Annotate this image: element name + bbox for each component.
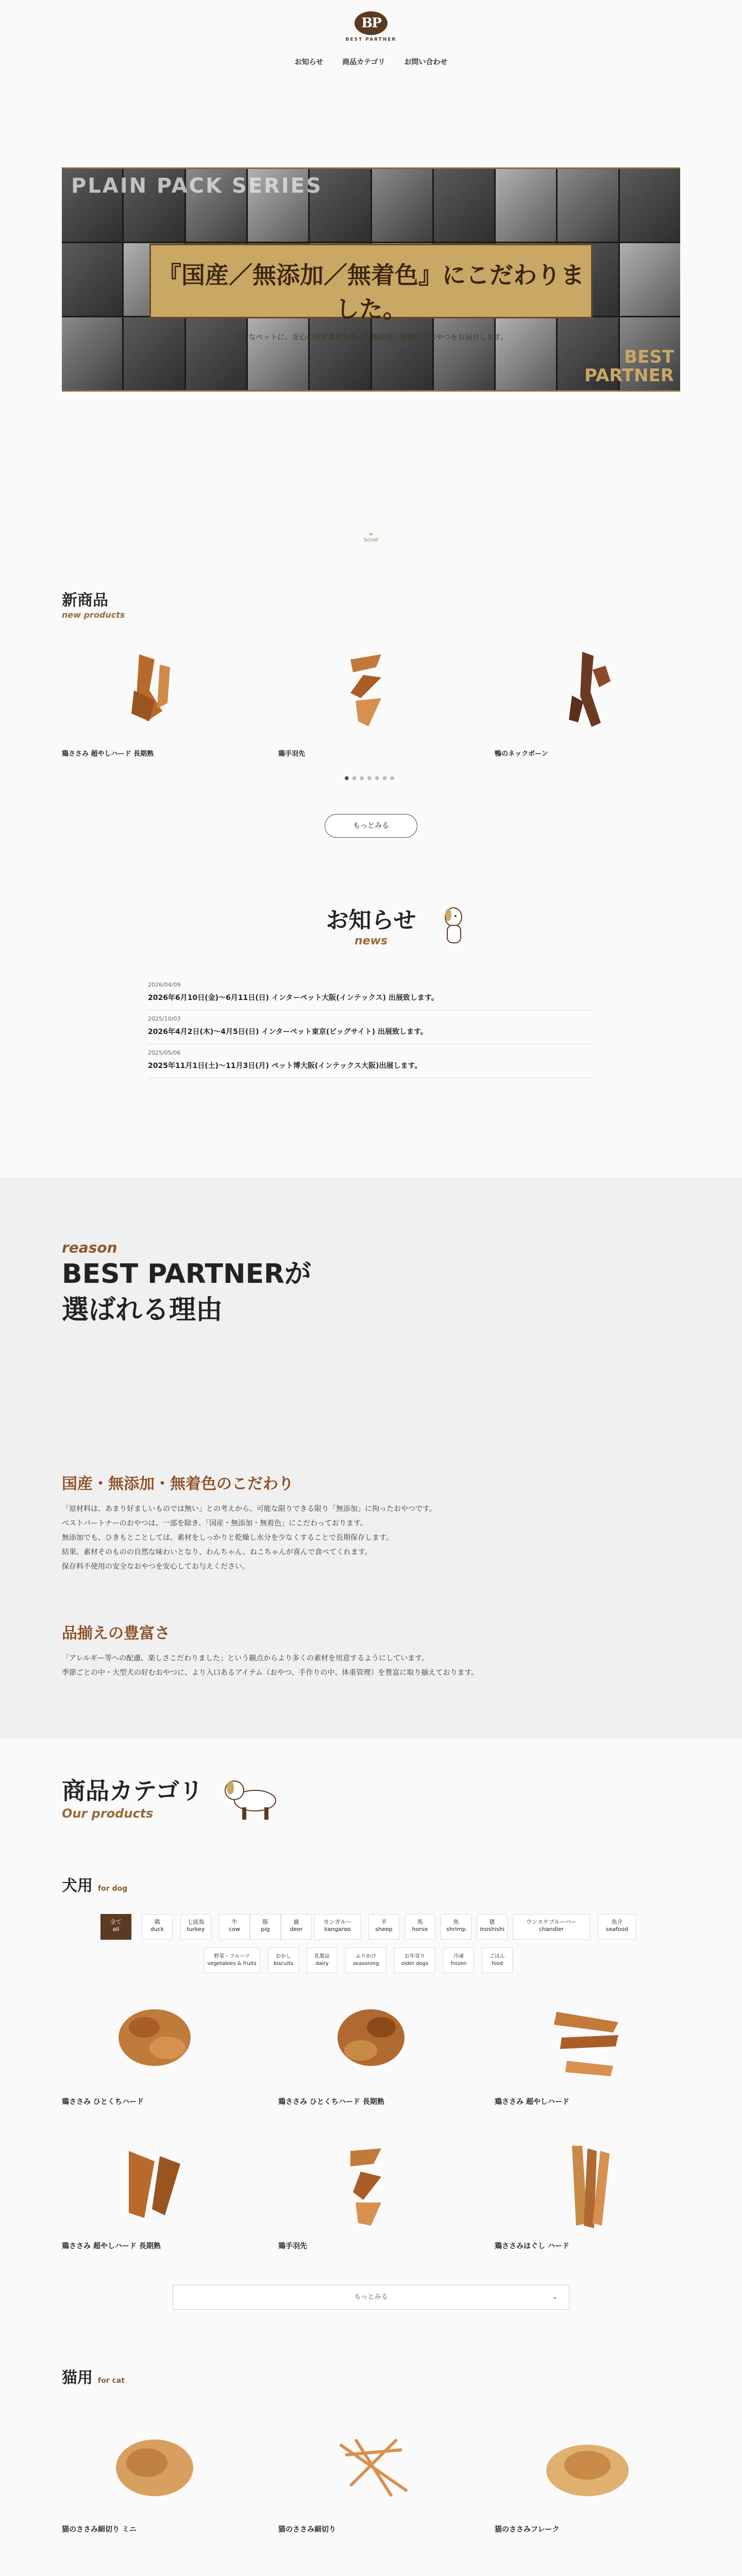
product-image <box>278 1991 464 2089</box>
cat-category-tag: for cat <box>98 2377 125 2385</box>
product-card[interactable] <box>62 639 247 758</box>
product-name: 鶏手羽先 <box>278 2242 307 2250</box>
reason-title-line2: 選ばれる理由 <box>62 1295 223 1326</box>
news-item[interactable] <box>148 976 591 1010</box>
tab-filter[interactable]: ウンスケプルーバー chandler <box>513 1914 590 1940</box>
news-title: お知らせ <box>326 907 416 934</box>
news-list <box>148 976 591 1078</box>
product-name: 猫のささみフレーク <box>495 2526 560 2534</box>
reason-section <box>0 1177 742 1739</box>
product-image <box>495 1991 680 2089</box>
product-image <box>62 2419 247 2517</box>
product-card[interactable] <box>278 2419 464 2534</box>
product-name: 鴨のネックボーン <box>495 750 548 758</box>
dog-category-tag: for dog <box>98 1885 128 1893</box>
tab-filter[interactable]: 鹿 deer <box>281 1914 312 1940</box>
hero-banner-band <box>149 244 593 342</box>
categories-subtitle: Our products <box>62 1806 154 1821</box>
scroll-indicator[interactable] <box>356 528 386 543</box>
reason-block-variety <box>62 1620 680 1680</box>
product-card[interactable] <box>495 2419 680 2534</box>
dog-more-button[interactable]: もっとみる ⌄ <box>173 2285 569 2310</box>
tab-filter[interactable]: おかし biscuits <box>268 1947 299 1973</box>
hero-subtitle: 大切なペットに、安心の国産素材を使った無添加・無着色のおやつをお届けします。 <box>234 333 508 342</box>
new-products-subtitle: new products <box>62 610 125 620</box>
news-item[interactable] <box>148 1010 591 1044</box>
cat-category-heading <box>62 2365 125 2387</box>
news-text: 2026年6月10日(金)〜6月11日(日) インターペット大阪(インテックス) 出展致します。 <box>148 994 439 1002</box>
tab-filter[interactable]: 魚介 seafood <box>598 1914 636 1940</box>
tab-filter[interactable]: 鶏 duck <box>142 1914 173 1940</box>
tab-filter[interactable]: 七面鳥 turkey <box>180 1914 211 1940</box>
hero-title: 『国産／無添加／無着色』にこだわりました。 <box>158 261 584 323</box>
product-name: 鶏手羽先 <box>278 750 306 758</box>
product-card[interactable] <box>278 2563 464 2576</box>
reason-block-body: 「アレルギー等への配慮、楽しさこだわりました」という観点からより多くの素材を用意するようにしています。 季節ごとの中・大型犬の好むおやつに、より入口あるアイテム（おやつ、手作りの中、体重管理）を豊富に取り揃えております。 <box>62 1654 479 1677</box>
product-name: 鶏ささみ ひとくちハード <box>62 2098 144 2106</box>
product-image <box>62 2563 247 2576</box>
product-name: 鶏ささみほぐし ハード <box>495 2242 569 2250</box>
new-products-section <box>62 587 680 830</box>
tab-filter[interactable]: 牛 cow <box>219 1914 250 1940</box>
product-name: 鶏ささみ 超やしハード 長期熟 <box>62 750 154 758</box>
product-name: 鶏ささみ 超やしハード 長期熟 <box>62 2242 161 2250</box>
tab-filter[interactable]: 馬 horse <box>404 1914 435 1940</box>
product-image <box>278 639 464 742</box>
logo-mark: BP <box>355 11 387 35</box>
site-header <box>0 0 742 77</box>
reason-block-title: 品揃えの豊富さ <box>62 1624 170 1642</box>
chevron-down-icon: ⌄ <box>552 2293 558 2301</box>
news-date: 2025/10/03 <box>148 1015 181 1022</box>
scroll-label: Scroll <box>364 537 378 543</box>
product-card[interactable] <box>62 1991 247 2107</box>
chevron-down-icon: ⌄ <box>367 527 375 538</box>
product-image <box>495 2419 680 2517</box>
tab-filter[interactable]: 羊 sheep <box>368 1914 399 1940</box>
logo-text: BEST PARTNER <box>345 37 397 42</box>
tab-filter[interactable]: ごはん food <box>482 1947 513 1973</box>
tab-filter[interactable]: お年寄り older dogs <box>394 1947 435 1973</box>
news-subtitle: news <box>354 935 387 947</box>
reason-block-title: 国産・無添加・無着色のこだわり <box>62 1475 294 1493</box>
hero-brand-name <box>584 348 674 385</box>
tab-filter[interactable]: 野菜・フルーツ vegetables & fruits <box>204 1947 260 1973</box>
product-name: 猫のささみ細切り ミニ <box>62 2526 137 2534</box>
tab-filter[interactable]: カンガルー kangaroo <box>314 1914 361 1940</box>
news-text: 2025年11月1日(土)〜11月3日(月) ペット博大阪(インテックス大阪)出展します。 <box>148 1062 422 1070</box>
product-card[interactable] <box>495 1991 680 2107</box>
product-image <box>278 2563 464 2576</box>
product-name: 猫のささみ細切り <box>278 2526 336 2534</box>
hero-brand-line2: PARTNER <box>584 365 674 386</box>
hero-brand-line1: BEST <box>624 347 674 367</box>
product-image <box>62 2136 247 2233</box>
reason-block-quality <box>62 1471 680 1574</box>
reason-en-label: reason <box>62 1239 117 1256</box>
tab-filter[interactable]: 乳製品 dairy <box>307 1947 338 1973</box>
categories-heading <box>62 1772 203 1821</box>
product-card[interactable] <box>495 639 680 758</box>
tab-filter[interactable]: ふりかけ seasoning <box>345 1947 386 1973</box>
product-image <box>278 2136 464 2233</box>
news-section <box>0 902 742 1144</box>
new-products-carousel <box>62 639 680 768</box>
dog-illustration-icon <box>438 902 471 948</box>
tab-filter[interactable]: 冷凍 frozen <box>443 1947 474 1973</box>
dog-category-title: 犬用 <box>62 1877 93 1895</box>
brand-logo[interactable] <box>345 11 397 42</box>
product-card[interactable] <box>278 2136 464 2251</box>
news-heading <box>0 902 742 947</box>
tab-filter[interactable]: 魚 shrimp <box>441 1914 471 1940</box>
tab-filter[interactable]: 豚 pig <box>250 1914 281 1940</box>
reason-block-body: 「原材料は、あまり好ましいものでは無い」との考えから、可能な限りできる限り「無添加」に拘ったおやつです。 ベストパートナーのおやつは、一部を除き、「国産・無添加・無着色」にこだわっております。 無添加でも、ひきもとことしては、素材をしっかりと乾燥し水分を少なくすることで長期保存します。 結果、素材そのものの自然な味わいとなり、わんちゃん、ねこちゃんが喜んで食べてくれます。 保存料不使用の安全なおやつを安心してお与えください。 <box>62 1505 436 1571</box>
global-nav <box>0 57 742 67</box>
product-card[interactable] <box>278 639 464 758</box>
dog-illustration-icon <box>219 1772 286 1824</box>
news-item[interactable] <box>148 1044 591 1078</box>
carousel-dots[interactable]: ●●●●●●● <box>344 775 398 781</box>
product-image <box>62 639 247 742</box>
cat-category-title: 猫用 <box>62 2369 93 2387</box>
categories-title: 商品カテゴリ <box>62 1777 204 1805</box>
product-card[interactable] <box>495 2563 680 2576</box>
news-date: 2026/04/09 <box>148 981 181 988</box>
nav-categories[interactable]: 商品カテゴリ <box>342 58 385 66</box>
hero-series-tag: PLAIN PACK SERIES <box>71 174 323 198</box>
product-image <box>62 1991 247 2089</box>
tab-filter[interactable]: 猪 inoshishi <box>477 1914 508 1940</box>
hero-banner <box>62 167 680 392</box>
product-card[interactable] <box>495 2136 680 2251</box>
product-card[interactable] <box>278 1991 464 2107</box>
product-image <box>495 2563 680 2576</box>
product-card[interactable] <box>62 2563 247 2576</box>
product-card[interactable] <box>62 2136 247 2251</box>
reason-heading <box>62 1239 311 1328</box>
reason-title-line1: BEST PARTNERが <box>62 1259 312 1290</box>
nav-contact[interactable]: お問い合わせ <box>404 58 448 66</box>
new-products-title: 新商品 <box>62 591 108 609</box>
product-image <box>495 639 680 742</box>
product-image <box>278 2419 464 2517</box>
news-date: 2025/05/06 <box>148 1049 181 1056</box>
categories-section <box>0 1739 742 2576</box>
tab-all[interactable]: 全て all <box>100 1914 131 1940</box>
product-name: 鶏ささみ 超やしハード <box>495 2098 569 2106</box>
dog-category-heading <box>62 1873 127 1895</box>
new-products-more-button[interactable]: もっとみる <box>325 814 417 838</box>
product-card[interactable] <box>62 2419 247 2534</box>
product-name: 鶏ささみ ひとくちハード 長期熟 <box>278 2098 384 2106</box>
product-image <box>495 2136 680 2233</box>
nav-news[interactable]: お知らせ <box>294 58 324 66</box>
news-text: 2026年4月2日(木)〜4月5日(日) インターペット東京(ビッグサイト) 出展致します。 <box>148 1028 428 1036</box>
